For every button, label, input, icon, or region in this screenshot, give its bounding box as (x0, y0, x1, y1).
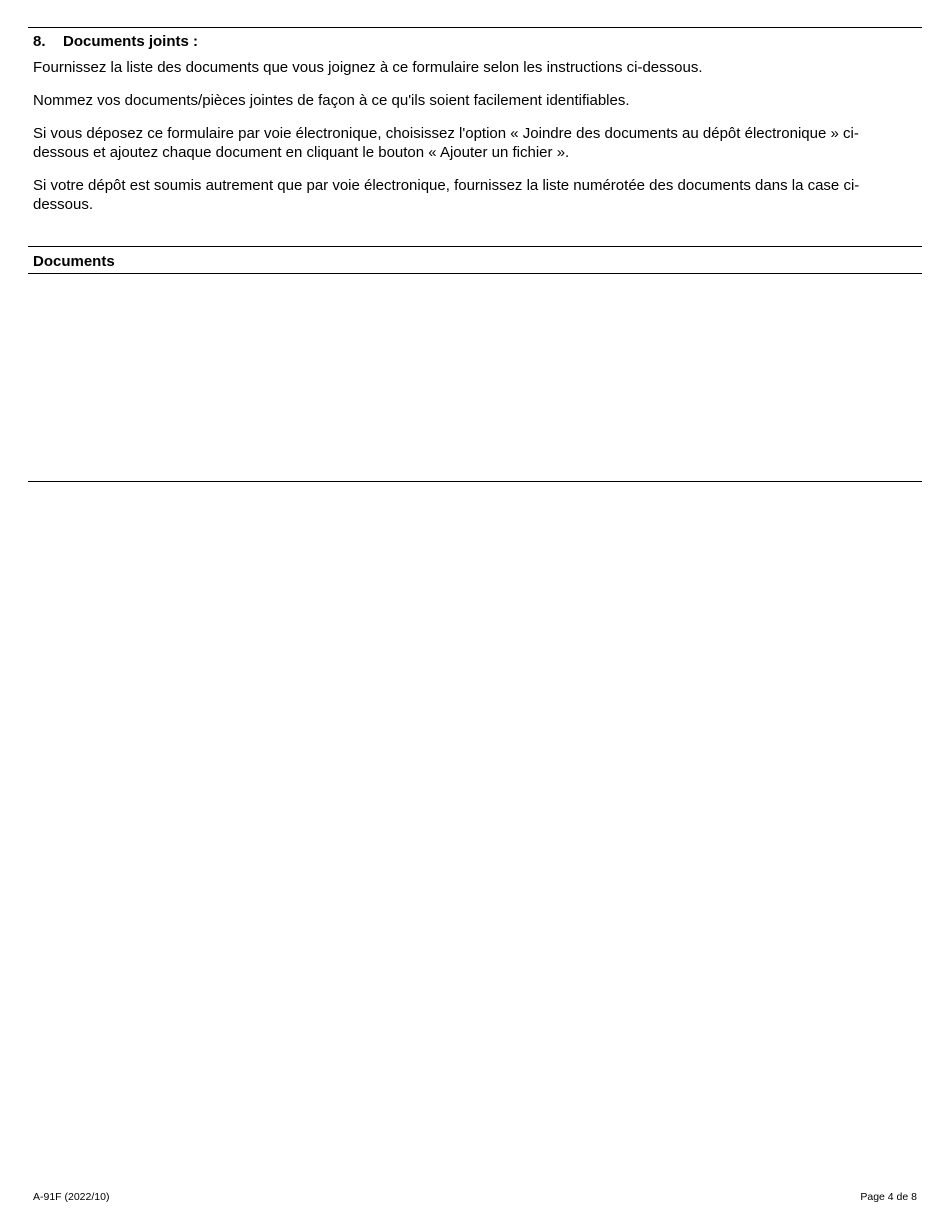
instruction-paragraph-1: Fournissez la liste des documents que vous joignez à ce formulaire selon les instructions ci-dessous. (33, 59, 703, 76)
instruction-paragraph-4: Si votre dépôt est soumis autrement que par voie électronique, fournissez la liste numérotée des documents dans la case ci-dessous. (33, 177, 860, 213)
section-number: 8. (33, 33, 46, 50)
documents-field[interactable] (28, 274, 922, 481)
documents-label: Documents (33, 253, 115, 270)
form-page (28, 27, 922, 482)
instruction-paragraph-3: Si vous déposez ce formulaire par voie électronique, choisissez l'option « Joindre des documents au dépôt électronique » ci-dessous et ajoutez chaque document en cliquant le bouton « Ajouter un fichier ». (33, 125, 859, 161)
page-number: Page 4 de 8 (860, 1191, 917, 1203)
section-title: Documents joints : (63, 33, 199, 50)
documents-bottom-rule (28, 481, 922, 482)
section-heading (28, 28, 922, 53)
instruction-paragraph-2: Nommez vos documents/pièces jointes de façon à ce qu'ils soient facilement identifiables. (33, 92, 630, 109)
form-id: A-91F (2022/10) (33, 1191, 110, 1203)
